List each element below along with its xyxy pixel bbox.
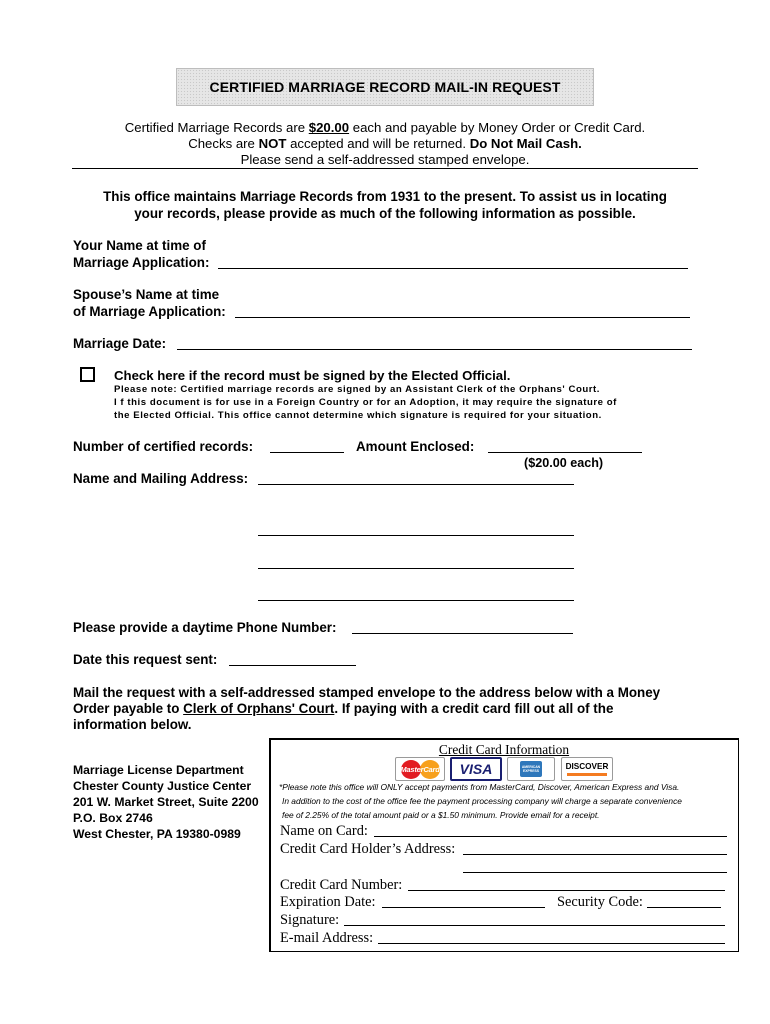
email-field[interactable]: [378, 943, 725, 944]
intro-line-1: [0, 120, 770, 136]
discover-label: DISCOVER: [565, 762, 609, 771]
mailing-address-field-2[interactable]: [258, 535, 574, 536]
mail-text: Order payable to: [73, 701, 184, 716]
mail-text: . If paying with a credit card fill out all of the: [334, 701, 614, 716]
expiration-label: Expiration Date:: [280, 894, 376, 910]
address-line: West Chester, PA 19380-0989: [73, 827, 241, 841]
num-records-label: Number of certified records:: [73, 439, 254, 454]
email-label: E-mail Address:: [280, 930, 374, 946]
security-code-label: Security Code:: [557, 894, 643, 910]
note-line-1: Please note: Certified marriage records are signed by an Assistant Clerk of the Orphans' Court.: [114, 384, 601, 395]
holder-address-field-2[interactable]: [463, 872, 727, 873]
security-code-field[interactable]: [647, 907, 721, 908]
date-sent-label: Date this request sent:: [73, 652, 218, 667]
mail-line-2: [73, 700, 613, 717]
spouse-name-label: Spouse’s Name at time: [73, 287, 220, 302]
cc-note-line-2: In addition to the cost of the office fee the payment processing company will charge a separate convenience: [282, 796, 682, 806]
phone-label: Please provide a daytime Phone Number:: [73, 620, 337, 635]
holder-address-field-1[interactable]: [463, 854, 727, 855]
name-on-card-label: Name on Card:: [280, 823, 368, 839]
intro-text: Checks are: [188, 136, 259, 151]
phone-field[interactable]: [352, 633, 573, 634]
amex-label: AMERICAN EXPRESS: [521, 765, 541, 773]
form-title: [176, 68, 594, 106]
visa-logo-icon: [450, 757, 502, 781]
divider: [72, 168, 698, 169]
spouse-name-label-2: of Marriage Application:: [73, 304, 226, 319]
intro-text: Please send a self-addressed stamped envelope.: [240, 152, 530, 167]
intro-line-2: [0, 136, 770, 152]
date-sent-field[interactable]: [229, 665, 356, 666]
payee-name: Clerk of Orphans' Court: [183, 701, 335, 716]
cc-note-line-3: fee of 2.25% of the total amount paid or a $1.50 minimum. Provide email for a receipt.: [282, 810, 600, 820]
cc-note-line-1: *Please note this office will ONLY accept payments from MasterCard, Discover, American Express and Visa.: [279, 782, 680, 792]
card-number-field[interactable]: [408, 890, 725, 891]
address-line: P.O. Box 2746: [73, 811, 153, 825]
mail-line-3: information below.: [73, 717, 192, 732]
credit-card-heading-text: Credit Card Information: [438, 742, 570, 757]
form-title-text: CERTIFIED MARRIAGE RECORD MAIL-IN REQUEST: [209, 79, 561, 95]
price-text: $20.00: [308, 120, 350, 135]
no-cash-text: Do Not Mail Cash.: [469, 136, 582, 151]
check-label: Check here if the record must be signed by the Elected Official.: [114, 368, 511, 383]
credit-card-heading: [269, 742, 739, 758]
not-text: NOT: [258, 136, 287, 151]
card-number-label: Credit Card Number:: [280, 877, 403, 893]
signature-label: Signature:: [280, 912, 340, 928]
office-text: your records, please provide as much of the following information as possible.: [134, 206, 636, 221]
note-line-3: the Elected Official. This office cannot determine which signature is required for your situation.: [114, 410, 602, 421]
mailing-address-field-3[interactable]: [258, 568, 574, 569]
office-line-1: [0, 188, 770, 205]
mastercard-logo-icon: [395, 757, 445, 781]
intro-text: Certified Marriage Records are: [124, 120, 309, 135]
marriage-date-field[interactable]: [177, 349, 692, 350]
spouse-name-field[interactable]: [235, 317, 690, 318]
elected-official-checkbox[interactable]: [80, 367, 95, 382]
address-line: Marriage License Department: [73, 763, 244, 777]
marriage-date-label: Marriage Date:: [73, 336, 167, 351]
mail-line-1: Mail the request with a self-addressed stamped envelope to the address below with a Money: [73, 685, 661, 700]
your-name-label: Your Name at time of: [73, 238, 206, 253]
your-name-field[interactable]: [218, 268, 688, 269]
intro-line-3: [0, 152, 770, 168]
each-price-text: ($20.00 each): [524, 456, 604, 470]
mailing-address-label: Name and Mailing Address:: [73, 471, 249, 486]
office-text: This office maintains Marriage Records from 1931 to the present. To assist us in locating: [103, 189, 667, 204]
signature-field[interactable]: [344, 925, 725, 926]
address-line: 201 W. Market Street, Suite 2200: [73, 795, 259, 809]
mailing-address-field-1[interactable]: [258, 484, 574, 485]
visa-label: VISA: [459, 761, 493, 777]
mailing-address-field-4[interactable]: [258, 600, 574, 601]
your-name-label-2: Marriage Application:: [73, 255, 210, 270]
discover-logo-icon: [561, 757, 613, 781]
note-line-2: I f this document is for use in a Foreign Country or for an Adoption, it may require the signature of: [114, 397, 617, 408]
amount-enclosed-label: Amount Enclosed:: [356, 439, 475, 454]
mastercard-label: MasterCard: [400, 764, 440, 774]
office-line-2: [0, 205, 770, 222]
name-on-card-field[interactable]: [374, 836, 727, 837]
num-records-field[interactable]: [270, 452, 344, 453]
amex-logo-icon: [507, 757, 555, 781]
expiration-field[interactable]: [382, 907, 545, 908]
intro-text: each and payable by Money Order or Credit Card.: [349, 120, 646, 135]
intro-text: accepted and will be returned.: [286, 136, 470, 151]
amount-enclosed-field[interactable]: [488, 452, 642, 453]
holder-address-label: Credit Card Holder’s Address:: [280, 841, 456, 857]
address-line: Chester County Justice Center: [73, 779, 252, 793]
